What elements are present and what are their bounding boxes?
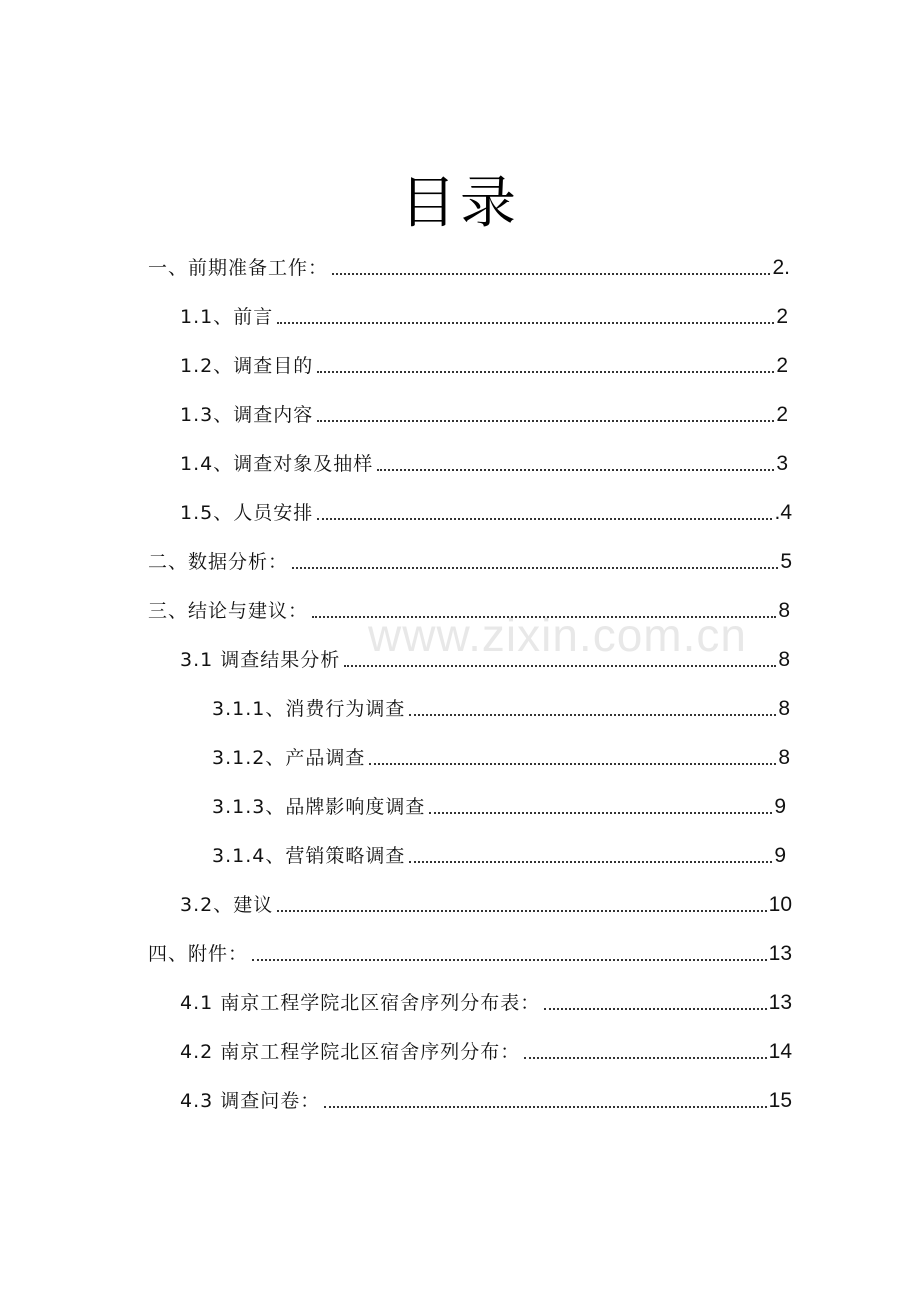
toc-item-page: 13 — [768, 942, 792, 965]
toc-leader-dots — [317, 371, 774, 373]
page-title: 目录 — [400, 171, 520, 236]
toc-leader-dots — [409, 714, 776, 716]
toc-item[interactable] — [180, 395, 788, 427]
toc-leader-dots — [324, 1106, 766, 1108]
toc-leader-dots — [377, 469, 774, 471]
toc-item-page: 10 — [768, 893, 792, 916]
toc-item[interactable] — [180, 1032, 792, 1064]
toc-item[interactable] — [212, 738, 790, 770]
toc-item-label: 4.1 南京工程学院北区宿舍序列分布表： — [180, 992, 541, 1014]
toc-item-page: 2 — [776, 354, 788, 377]
toc-item-label: 3.1.3、品牌影响度调查 — [212, 796, 426, 818]
toc-item-label: 一、前期准备工作： — [148, 257, 329, 279]
toc-item-label: 1.4、调查对象及抽样 — [180, 453, 374, 475]
toc-item[interactable] — [212, 836, 786, 868]
toc-item-page: 9 — [774, 844, 786, 867]
toc-item[interactable] — [148, 934, 792, 966]
toc-item-page: 8 — [778, 599, 790, 622]
toc-leader-dots — [369, 763, 776, 765]
toc-item-label: 4.2 南京工程学院北区宿舍序列分布： — [180, 1041, 521, 1063]
toc-leader-dots — [277, 322, 774, 324]
toc-item-label: 1.5、人员安排 — [180, 502, 314, 524]
toc-item[interactable] — [212, 689, 790, 721]
toc-leader-dots — [317, 420, 774, 422]
toc-item[interactable] — [148, 591, 790, 623]
toc-leader-dots — [332, 273, 770, 275]
toc-item[interactable] — [148, 542, 792, 574]
toc-item-page: 3 — [776, 452, 788, 475]
toc-leader-dots — [544, 1008, 766, 1010]
toc-item-label: 3.2、建议 — [180, 894, 274, 916]
toc-item-label: 3.1.2、产品调查 — [212, 747, 366, 769]
toc-item-page: 5 — [780, 550, 792, 573]
toc-item[interactable] — [180, 297, 788, 329]
toc-item[interactable] — [180, 885, 792, 917]
toc-item-label: 4.3 调查问卷： — [180, 1090, 321, 1112]
toc-item[interactable] — [180, 346, 788, 378]
toc-item-label: 3.1.4、营销策略调查 — [212, 845, 406, 867]
toc-item-page: 2 — [776, 403, 788, 426]
toc-item[interactable] — [180, 1081, 792, 1113]
toc-leader-dots — [312, 616, 776, 618]
toc-item-label: 3.1 调查结果分析 — [180, 649, 341, 671]
toc-item-label: 1.3、调查内容 — [180, 404, 314, 426]
toc-item[interactable] — [180, 983, 792, 1015]
toc-item-page: 2. — [772, 256, 790, 279]
toc-item-page: 14 — [768, 1040, 792, 1063]
toc-item-label: 1.2、调查目的 — [180, 355, 314, 377]
toc-item-label: 1.1、前言 — [180, 306, 274, 328]
toc-leader-dots — [277, 910, 766, 912]
toc-item[interactable] — [212, 787, 786, 819]
toc-leader-dots — [317, 518, 772, 520]
toc-item[interactable] — [180, 640, 790, 672]
toc-item[interactable] — [148, 248, 790, 280]
toc-leader-dots — [344, 665, 776, 667]
toc-leader-dots — [524, 1057, 766, 1059]
toc-item[interactable] — [180, 444, 788, 476]
toc-item-page: 13 — [768, 991, 792, 1014]
toc-item-page: 8 — [778, 648, 790, 671]
toc-item-label: 三、结论与建议： — [148, 600, 309, 622]
toc-item-label: 四、附件： — [148, 943, 249, 965]
toc-leader-dots — [429, 812, 772, 814]
toc-leader-dots — [292, 567, 778, 569]
watermark: www.zixin.com.cn — [368, 609, 747, 661]
toc-item-page: 8 — [778, 697, 790, 720]
toc-item-page: .4 — [774, 501, 792, 524]
toc-item-label: 3.1.1、消费行为调查 — [212, 698, 406, 720]
toc-item-page: 15 — [768, 1089, 792, 1112]
toc-leader-dots — [252, 959, 767, 961]
toc-item-page: 8 — [778, 746, 790, 769]
toc-item-page: 2 — [776, 305, 788, 328]
toc-item[interactable] — [180, 493, 792, 525]
toc-item-page: 9 — [774, 795, 786, 818]
toc-item-label: 二、数据分析： — [148, 551, 289, 573]
toc-leader-dots — [409, 861, 772, 863]
